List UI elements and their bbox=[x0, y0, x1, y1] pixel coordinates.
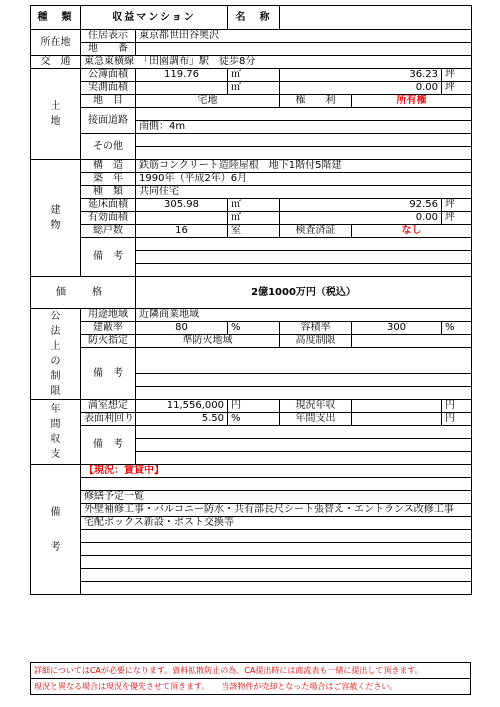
sqm-unit: ㎡ bbox=[228, 69, 280, 82]
current-label: 現況年収 bbox=[280, 400, 352, 413]
transport-value: 東急東横線 「田園調布」駅 徒歩8分 bbox=[81, 56, 472, 69]
coverage-label: 建蔽率 bbox=[81, 322, 136, 335]
land-label bbox=[31, 69, 81, 160]
percent-unit: % bbox=[228, 413, 280, 426]
floor-area-tsubo: 92.56 bbox=[280, 199, 442, 212]
sqm-unit: ㎡ bbox=[228, 212, 280, 225]
other-label: その他 bbox=[81, 134, 136, 160]
category-value: 宅地 bbox=[136, 95, 280, 108]
remarks-line bbox=[81, 569, 472, 582]
building-remarks-label: 備 考 bbox=[81, 238, 136, 277]
tsubo-unit: 坪 bbox=[442, 82, 472, 95]
rights-value: 所有権 bbox=[352, 95, 472, 108]
percent-unit: % bbox=[442, 322, 472, 335]
tsubo-unit: 坪 bbox=[442, 199, 472, 212]
address-label: 住居表示 bbox=[81, 30, 136, 43]
yield-value: 5.50 bbox=[136, 413, 228, 426]
remarks-line: 【現況：賃貸中】 bbox=[81, 465, 472, 478]
height-value bbox=[352, 335, 472, 348]
measured-area-sqm bbox=[136, 82, 228, 95]
yield-label: 表面利回り bbox=[81, 413, 136, 426]
registered-area-label: 公簿面積 bbox=[81, 69, 136, 82]
income-remarks-blank bbox=[136, 439, 472, 452]
units-value: 16 bbox=[136, 225, 228, 238]
full-value: 11,556,000 bbox=[136, 400, 228, 413]
remarks-line: 外壁補修工事・バルコニー防水・共有部長尺シート張替え・エントランス改修工事 bbox=[81, 504, 472, 517]
footer-note-ca: 詳細についてはCAが必要になります。資料拡散防止の為、CA提出時には商流表も一緒に提出して頂きます。 bbox=[31, 663, 471, 679]
remarks-line bbox=[81, 478, 472, 491]
regulations-label-text: 公法上の制限 bbox=[50, 311, 61, 397]
kind-label: 種 類 bbox=[81, 186, 136, 199]
inspection-value: なし bbox=[352, 225, 472, 238]
remarks-line bbox=[81, 582, 472, 595]
coverage-value: 80 bbox=[136, 322, 228, 335]
far-value: 300 bbox=[352, 322, 442, 335]
income-label-text: 年間収支 bbox=[50, 404, 61, 460]
remarks-line bbox=[81, 530, 472, 543]
regulations-remarks-blank bbox=[136, 387, 472, 400]
tsubo-unit: 坪 bbox=[442, 69, 472, 82]
effective-area-label: 有効面積 bbox=[81, 212, 136, 225]
road-label: 接面道路 bbox=[81, 108, 136, 134]
building-label-text: 建物 bbox=[50, 205, 61, 231]
height-label: 高度制限 bbox=[280, 335, 352, 348]
type-value: 収益マンション bbox=[81, 6, 228, 30]
floor-area-label: 延床面積 bbox=[81, 199, 136, 212]
floor-area-sqm: 305.98 bbox=[136, 199, 228, 212]
kind-value: 共同住宅 bbox=[136, 186, 472, 199]
regulations-remarks-value bbox=[136, 348, 472, 374]
expense-label: 年間支出 bbox=[280, 413, 352, 426]
name-value bbox=[280, 6, 472, 30]
lot-label: 地 番 bbox=[81, 43, 136, 56]
percent-unit: % bbox=[228, 322, 280, 335]
transport-label: 交 通 bbox=[31, 56, 81, 69]
address-value: 東京都世田谷奥沢 bbox=[136, 30, 472, 43]
structure-value: 鉄筋コンクリート造陸屋根 地下1階付5階建 bbox=[136, 160, 472, 173]
measured-area-tsubo: 0.00 bbox=[280, 82, 442, 95]
price-label: 価 格 bbox=[31, 277, 136, 309]
registered-area-sqm: 119.76 bbox=[136, 69, 228, 82]
building-remarks-blank bbox=[136, 264, 472, 277]
rights-label: 権 利 bbox=[280, 95, 352, 108]
road-value: 南側：4m bbox=[136, 121, 472, 134]
built-label: 築 年 bbox=[81, 173, 136, 186]
income-remarks-blank bbox=[136, 452, 472, 465]
far-label: 容積率 bbox=[280, 322, 352, 335]
inspection-label: 検査済証 bbox=[280, 225, 352, 238]
tsubo-unit: 坪 bbox=[442, 212, 472, 225]
road-blank bbox=[136, 108, 472, 121]
current-value bbox=[352, 400, 442, 413]
land-label-text: 土地 bbox=[50, 101, 61, 127]
other-blank bbox=[136, 147, 472, 160]
fire-value: 準防火地域 bbox=[136, 335, 280, 348]
sqm-unit: ㎡ bbox=[228, 82, 280, 95]
income-remarks-label: 備 考 bbox=[81, 426, 136, 465]
property-sheet bbox=[30, 5, 472, 595]
registered-area-tsubo: 36.23 bbox=[280, 69, 442, 82]
built-value: 1990年（平成2年）6月 bbox=[136, 173, 472, 186]
building-remarks-blank bbox=[136, 251, 472, 264]
remarks-line: 修繕予定一覧 bbox=[81, 491, 472, 504]
income-remarks-value bbox=[136, 426, 472, 439]
name-label: 名 称 bbox=[228, 6, 280, 30]
regulations-remarks-label: 備 考 bbox=[81, 348, 136, 400]
fire-label: 防火指定 bbox=[81, 335, 136, 348]
expense-value bbox=[352, 413, 442, 426]
category-label: 地 目 bbox=[81, 95, 136, 108]
income-label bbox=[31, 400, 81, 465]
remarks-line: 宅配ボックス新設・ポスト交換等 bbox=[81, 517, 472, 530]
zoning-label: 用途地域 bbox=[81, 309, 136, 322]
remarks-label bbox=[31, 465, 81, 595]
price-value: 2億1000万円（税込） bbox=[136, 277, 472, 309]
other-value bbox=[136, 134, 472, 147]
footer-note-status: 現況と異なる場合は現況を優先させて頂きます。 当該物件が売却となった場合はご容赦ください。 bbox=[34, 682, 398, 691]
regulations-remarks-blank bbox=[136, 374, 472, 387]
footer-notes bbox=[30, 662, 471, 695]
yen-unit: 円 bbox=[442, 413, 472, 426]
yen-unit: 円 bbox=[228, 400, 280, 413]
structure-label: 構 造 bbox=[81, 160, 136, 173]
building-label bbox=[31, 160, 81, 277]
remarks-label-text: 備考 bbox=[50, 506, 61, 553]
regulations-label bbox=[31, 309, 81, 400]
yen-unit: 円 bbox=[442, 400, 472, 413]
units-label: 総戸数 bbox=[81, 225, 136, 238]
remarks-line bbox=[81, 556, 472, 569]
effective-area-sqm bbox=[136, 212, 228, 225]
remarks-line bbox=[81, 543, 472, 556]
effective-area-tsubo: 0.00 bbox=[280, 212, 442, 225]
zoning-value: 近隣商業地域 bbox=[136, 309, 472, 322]
type-label: 種 類 bbox=[31, 6, 81, 30]
measured-area-label: 実測面積 bbox=[81, 82, 136, 95]
location-label: 所在地 bbox=[31, 30, 81, 56]
lot-value bbox=[136, 43, 472, 56]
full-label: 満室想定 bbox=[81, 400, 136, 413]
building-remarks-value bbox=[136, 238, 472, 251]
units-unit: 室 bbox=[228, 225, 280, 238]
sqm-unit: ㎡ bbox=[228, 199, 280, 212]
